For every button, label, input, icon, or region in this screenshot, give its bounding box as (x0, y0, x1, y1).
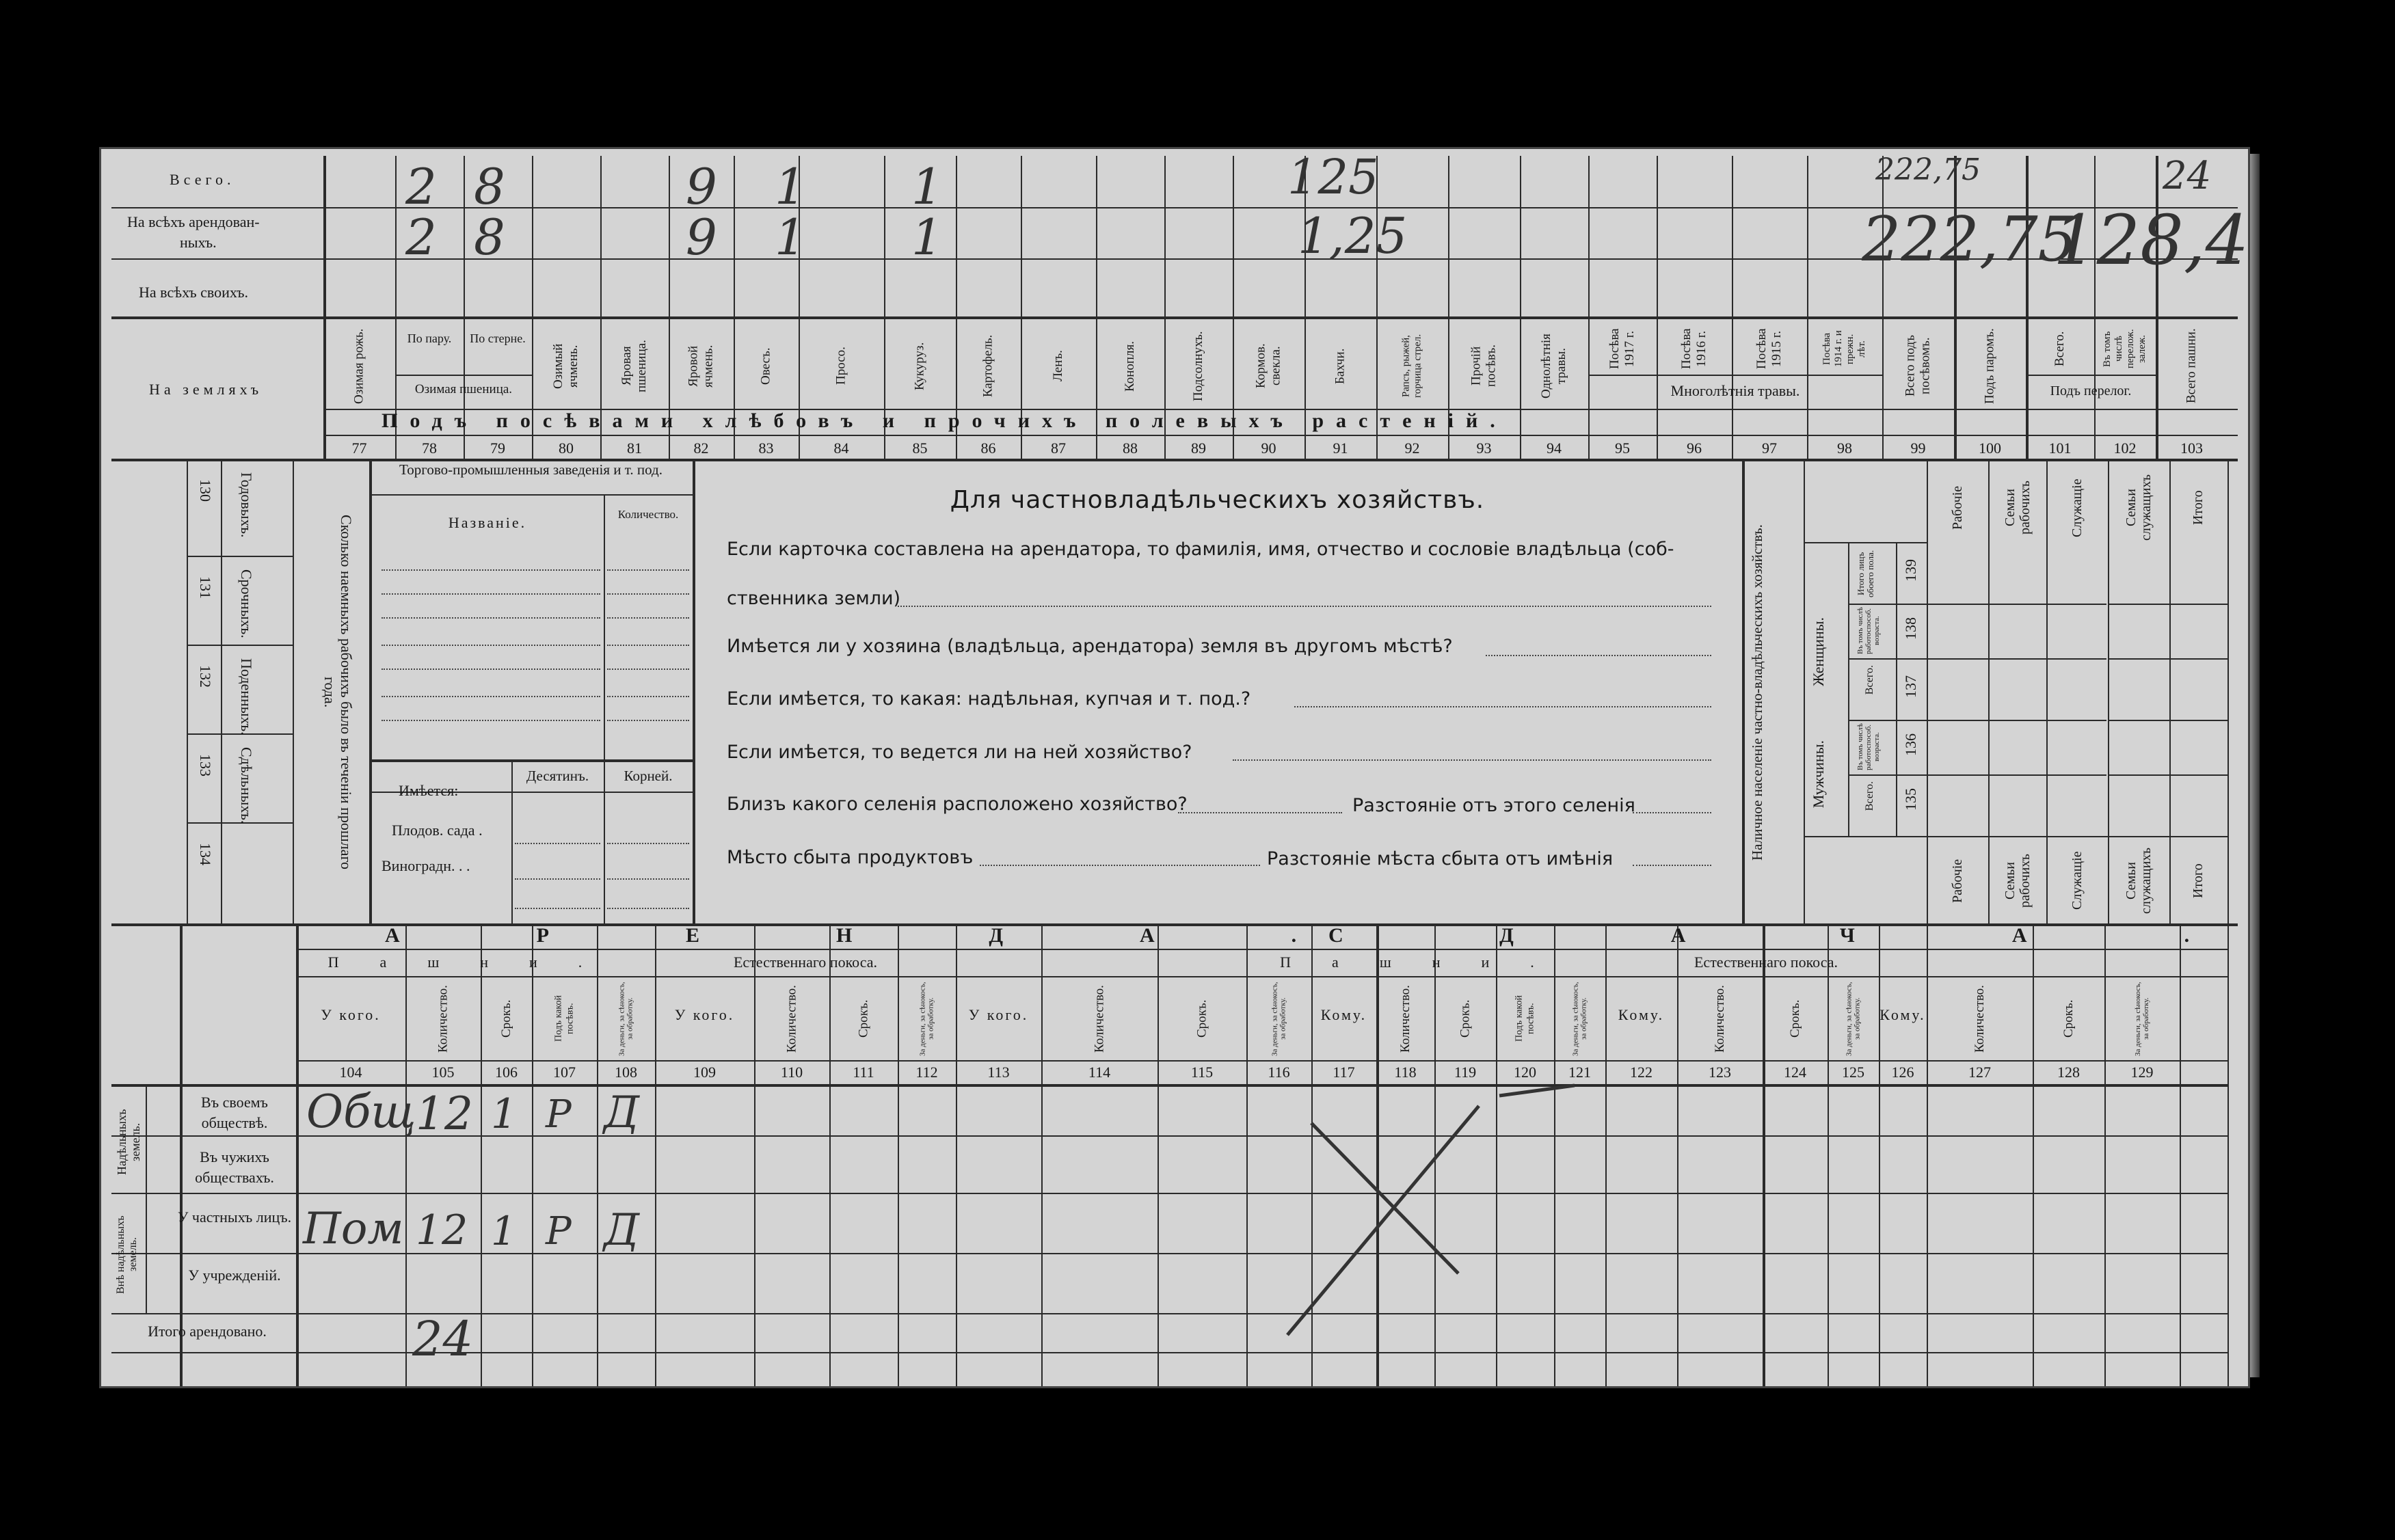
col-num-78: 78 (422, 440, 437, 457)
lease-head-117: Кому. (1320, 1006, 1367, 1023)
crop-header-100: Подъ паромъ. (1982, 328, 1997, 404)
col-num-96: 96 (1687, 440, 1702, 457)
group-grasses: Многолѣтнія травы. (1670, 382, 1800, 399)
private-title: Для частновладѣльческихъ хозяйствъ. (950, 486, 1485, 514)
col-num-88: 88 (1123, 440, 1138, 457)
pop-right-top-0: Рабочіе (1950, 485, 1965, 530)
worker-label-131: Срочныхъ. (238, 569, 255, 638)
col-num-77: 77 (351, 440, 367, 457)
crop-header-102: Въ томъ числѣ перелож. залеж. (2102, 329, 2148, 369)
lease-num-129: 129 (2130, 1064, 2154, 1081)
crop-header-98: Посѣва 1914 г. и прежн. лѣт. (1821, 330, 1867, 368)
lease-head-104: У кого. (321, 1006, 381, 1023)
lease-num-123: 123 (1709, 1064, 1731, 1081)
handwritten-r1-crop: Р (546, 1092, 572, 1137)
handwritten-r5-qty: 24 (412, 1311, 474, 1367)
population-side-label: Наличное населеніе частно-владѣльческихъ хозяйствъ. (1749, 524, 1765, 861)
col-num-95: 95 (1615, 440, 1630, 457)
handwritten-rented-91: 1,25 (1298, 207, 1408, 265)
crop-header-94: Однолѣтнія травы. (1539, 334, 1568, 398)
col-num-82: 82 (693, 440, 709, 457)
crop-header-81: Яровая пшеница. (619, 340, 649, 392)
lease-head-110: Количество. (784, 985, 799, 1053)
crop-header-95: Посѣва 1917 г. (1607, 328, 1637, 370)
population-num-139: 139 (1902, 559, 1919, 582)
handwritten-rented-99: 222,75 (1862, 204, 2077, 275)
lease-num-105: 105 (431, 1064, 455, 1081)
lease-head-115: Срокъ. (1194, 999, 1209, 1038)
col-num-98: 98 (1837, 440, 1852, 457)
crop-header-92: Рапсъ, рыжей, горчица стрел. (1400, 334, 1423, 398)
handwritten-total-78: 2 (405, 158, 437, 215)
population-num-135: 135 (1902, 788, 1919, 811)
trade-vineyards: Виноградн. . . (382, 857, 470, 874)
row-institutions: У учрежденій. (188, 1267, 281, 1284)
lease-num-115: 115 (1190, 1064, 1214, 1081)
crop-header-90: Кормов. свекла. (1253, 343, 1283, 389)
crop-header-89: Подсолнухъ. (1191, 331, 1205, 401)
lease-num-126: 126 (1891, 1064, 1914, 1081)
q3: Если имѣется, то какая: надѣльная, купчая и т. под.? (727, 688, 1251, 710)
col-num-93: 93 (1476, 440, 1492, 457)
women-workers: Въ томъ числѣ работоспособ. возраста. (1856, 607, 1881, 655)
trade-desyatin: Десятинъ. (526, 768, 589, 784)
population-num-138: 138 (1902, 617, 1919, 640)
lease-num-118: 118 (1394, 1064, 1417, 1081)
worker-label-130: Годовыхъ. (238, 472, 255, 538)
sdacha-pashni: Пашни. (1280, 954, 1575, 971)
q5b: Разстояніе отъ этого селенія (1352, 795, 1635, 816)
q4: Если имѣется, то ведется ли на ней хозяйство? (727, 742, 1192, 763)
arenda-pokos: Естественнаго покоса. (733, 954, 877, 971)
handwritten-r1-term: 1 (491, 1090, 518, 1138)
lease-head-116: За деньги, за сѣнокосъ, за обработку. (1270, 982, 1287, 1056)
handwritten-rented-103: 128,4 (2053, 200, 2249, 280)
pop-right-bottom-4: Итого (2191, 863, 2206, 898)
lease-head-128: Срокъ. (2061, 999, 2076, 1038)
lease-num-128: 128 (2057, 1064, 2080, 1081)
handwritten-total-83: 1 (775, 158, 806, 215)
lease-num-113: 113 (987, 1064, 1010, 1081)
col-num-80: 80 (559, 440, 574, 457)
handwritten-r3-pay: Д (604, 1205, 640, 1256)
q2: Имѣется ли у хозяина (владѣльца, арендатора) земля въ другомъ мѣстѣ? (727, 636, 1453, 657)
col-num-89: 89 (1191, 440, 1206, 457)
crop-header-83: Овесъ. (758, 347, 773, 385)
handwritten-total-79: 8 (474, 158, 505, 215)
worker-num-131: 131 (197, 576, 214, 599)
population-women: Женщины. (1810, 617, 1827, 686)
crop-header-103: Всего пашни. (2184, 328, 2199, 404)
lease-head-112: За деньги, за сѣнокосъ, за обработку. (918, 982, 935, 1056)
lease-head-127: Количество. (1972, 985, 1987, 1053)
lease-head-126: Кому. (1879, 1006, 1926, 1023)
trade-name-col: Названіе. (448, 514, 527, 531)
col-num-94: 94 (1547, 440, 1562, 457)
handwritten-r3-qty: 12 (416, 1206, 468, 1254)
lease-head-109: У кого. (674, 1006, 735, 1023)
row-other-society: Въ чужихъ обществахъ. (195, 1148, 274, 1186)
crop-header-91: Бахчи. (1333, 348, 1348, 384)
col-num-86: 86 (980, 440, 996, 457)
population-num-136: 136 (1902, 733, 1919, 756)
lease-num-117: 117 (1333, 1064, 1355, 1081)
worker-label-132: Поденныхъ. (238, 658, 255, 735)
col-num-83: 83 (758, 440, 774, 457)
arenda-banner: АРЕНДА. (385, 924, 1434, 947)
col-num-102: 102 (2113, 440, 2137, 457)
cross-out-mark (101, 149, 2248, 1386)
crop-header-93: Прочій посѣвъ. (1469, 345, 1499, 388)
group-winter-wheat: Озимая пшеница. (414, 382, 513, 396)
crop-header-97: Посѣва 1915 г. (1754, 328, 1784, 370)
col-num-81: 81 (627, 440, 642, 457)
handwritten-r3-term: 1 (491, 1208, 516, 1254)
population-men: Мужчины. (1810, 740, 1827, 809)
crop-header-79: По стерне. (470, 332, 526, 345)
cross-stroke (1499, 1085, 1575, 1096)
lease-head-124: Срокъ. (1788, 999, 1802, 1038)
lease-num-106: 106 (495, 1064, 518, 1081)
col-num-92: 92 (1404, 440, 1420, 457)
crop-banner: Подъ посѣвами хлѣбовъ и прочихъ полевыхъ растеній. (382, 409, 1508, 432)
lease-num-104: 104 (339, 1064, 362, 1081)
men-total: Всего. (1864, 781, 1875, 811)
sdacha-banner: СДАЧА. (1328, 924, 2347, 947)
pop-right-top-1: Семьи рабочихъ (2003, 481, 2033, 535)
crop-header-87: Ленъ. (1051, 350, 1065, 382)
workers-side-label: Сколько наемныхъ рабочихъ было въ теченіи прошлаго года. (321, 515, 355, 870)
lease-num-120: 120 (1514, 1064, 1536, 1081)
lease-head-123: Количество. (1713, 985, 1727, 1053)
lease-head-121: За деньги, за сѣнокосъ, за обработку. (1571, 982, 1588, 1056)
handwritten-total-99: 222,75 (1875, 152, 1981, 187)
lease-num-108: 108 (615, 1064, 637, 1081)
lease-num-116: 116 (1268, 1064, 1290, 1081)
col-num-100: 100 (1979, 440, 2001, 457)
q6b: Разстояніе мѣста сбыта отъ имѣнія (1267, 848, 1614, 869)
lease-num-127: 127 (1968, 1064, 1991, 1081)
crop-header-80: Озимый ячмень. (551, 343, 580, 389)
trade-header: Торгово-промышленныя заведенія и т. под. (399, 461, 663, 478)
lease-head-106: Срокъ. (499, 999, 513, 1038)
total-both: Итого лицъ обоего пола. (1856, 550, 1875, 597)
sdacha-pokos: Естественнаго покоса. (1694, 954, 1838, 971)
trade-qty-col: Количество. (617, 508, 679, 521)
col-num-91: 91 (1333, 440, 1348, 457)
cross-stroke (1287, 1106, 1479, 1335)
pop-right-top-3: Семьи служащихъ (2124, 474, 2154, 541)
col-num-103: 103 (2180, 440, 2203, 457)
lease-num-122: 122 (1630, 1064, 1653, 1081)
lease-num-111: 111 (853, 1064, 874, 1081)
lease-head-129: За деньги, за сѣнокосъ, за обработку. (2134, 982, 2150, 1056)
men-workers: Въ томъ числѣ работоспособ. возраста. (1856, 723, 1881, 771)
crop-header-86: Картофель. (980, 334, 995, 398)
pop-right-bottom-0: Рабочіе (1950, 859, 1965, 903)
row-group-allotted: Надѣльныхъ земель. (115, 1109, 142, 1175)
pop-right-top-2: Служащіе (2070, 478, 2085, 537)
row-label-on-lands: На земляхъ (149, 381, 263, 398)
lease-head-114: Количество. (1092, 985, 1107, 1053)
col-num-87: 87 (1051, 440, 1066, 457)
crop-header-85: Кукуруз. (912, 342, 927, 390)
row-group-non-allotted: Внѣ надѣльныхъ земель. (115, 1215, 139, 1294)
lease-num-125: 125 (1842, 1064, 1864, 1081)
worker-label-133: Сдѣльныхъ. (238, 747, 255, 824)
lease-num-107: 107 (553, 1064, 576, 1081)
lease-head-118: Количество. (1398, 985, 1413, 1053)
handwritten-total-85: 1 (911, 158, 943, 215)
pop-right-top-4: Итого (2191, 490, 2206, 526)
col-num-84: 84 (833, 440, 849, 457)
col-num-97: 97 (1762, 440, 1777, 457)
arenda-pashni: Пашни. (327, 954, 624, 971)
handwritten-rented-82: 9 (686, 208, 717, 266)
lease-num-121: 121 (1568, 1064, 1591, 1081)
row-own-society: Въ своемъ обществѣ. (201, 1094, 268, 1131)
row-total-rented: Итого арендовано. (148, 1323, 267, 1340)
handwritten-r1-qty: 12 (416, 1088, 473, 1140)
row-label-rented-2: ныхъ. (180, 234, 217, 251)
row-label-own: На всѣхъ своихъ. (139, 284, 248, 301)
handwritten-r3-crop: Р (546, 1209, 572, 1254)
crop-header-77: Озимая рожь. (351, 328, 366, 404)
handwritten-r1-who: Общ (306, 1085, 416, 1138)
col-num-85: 85 (912, 440, 928, 457)
lease-num-124: 124 (1784, 1064, 1806, 1081)
lease-head-120: Подъ какой посѣвъ. (1514, 995, 1536, 1042)
lease-head-108: За деньги, за сѣнокосъ, за обработку. (617, 982, 634, 1056)
handwritten-total-103: 24 (2163, 154, 2212, 198)
row-private: У частныхъ лицъ. (177, 1208, 292, 1226)
crop-header-84: Просо. (833, 347, 848, 386)
col-num-90: 90 (1261, 440, 1276, 457)
pop-right-bottom-1: Семьи рабочихъ (2003, 854, 2033, 908)
q1a: Если карточка составлена на арендатора, то фамилія, имя, отчество и сословіе владѣльца (соб- (727, 539, 1674, 560)
col-num-101: 101 (2048, 440, 2072, 457)
lease-head-107: Подъ какой посѣвъ. (553, 995, 576, 1042)
handwritten-rented-78: 2 (405, 208, 437, 266)
lease-num-110: 110 (780, 1064, 803, 1081)
lease-num-114: 114 (1088, 1064, 1111, 1081)
lease-head-111: Срокъ. (856, 999, 871, 1038)
trade-roots: Корней. (624, 768, 673, 784)
crop-header-78: По пару. (407, 332, 452, 345)
crop-header-88: Конопля. (1123, 340, 1137, 392)
q1b: ственника земли) (727, 588, 901, 609)
crop-header-82: Яровой ячмень. (686, 345, 716, 388)
lease-num-112: 112 (915, 1064, 938, 1081)
crop-header-101: Всего. (2052, 331, 2067, 367)
handwritten-rented-79: 8 (474, 208, 505, 266)
group-fallow: Подъ перелог. (2050, 383, 2132, 398)
cross-stroke (1311, 1123, 1458, 1273)
handwritten-total-91: 125 (1287, 149, 1379, 205)
lease-head-105: Количество. (436, 985, 451, 1053)
lease-head-122: Кому. (1618, 1006, 1665, 1023)
row-label-rented: На всѣхъ арендован- (127, 213, 260, 230)
handwritten-rented-83: 1 (775, 208, 806, 266)
q5a: Близъ какого селенія расположено хозяйство? (727, 794, 1188, 815)
col-num-79: 79 (490, 440, 505, 457)
pop-right-bottom-3: Семьи служащихъ (2124, 848, 2154, 914)
lease-num-109: 109 (693, 1064, 716, 1081)
lease-head-125: За деньги, за сѣнокосъ, за обработку. (1845, 982, 1862, 1056)
trade-orchards: Плодов. сада . (392, 822, 483, 839)
census-card (99, 147, 2347, 1388)
lease-num-119: 119 (1454, 1064, 1477, 1081)
worker-num-133: 133 (197, 754, 214, 776)
worker-num-134: 134 (197, 843, 214, 865)
crop-header-96: Посѣва 1916 г. (1679, 328, 1709, 370)
trade-has: Имѣется: (399, 782, 459, 799)
q6a: Мѣсто сбыта продуктовъ (727, 847, 974, 868)
worker-num-130: 130 (197, 479, 214, 502)
handwritten-total-82: 9 (686, 158, 717, 215)
lease-head-113: У кого. (968, 1006, 1029, 1023)
row-label-total: Всего. (170, 171, 235, 188)
col-num-99: 99 (1910, 440, 1926, 457)
handwritten-rented-85: 1 (911, 208, 943, 266)
crop-header-99: Всего подъ посѣвомъ. (1903, 335, 1933, 397)
women-total: Всего. (1864, 665, 1875, 695)
handwritten-r3-who: Пом (303, 1204, 404, 1254)
population-num-137: 137 (1902, 675, 1919, 698)
worker-num-132: 132 (197, 665, 214, 688)
pop-right-bottom-2: Служащіе (2070, 851, 2085, 910)
lease-head-119: Срокъ. (1458, 999, 1473, 1038)
handwritten-r1-pay: Д (604, 1088, 640, 1138)
